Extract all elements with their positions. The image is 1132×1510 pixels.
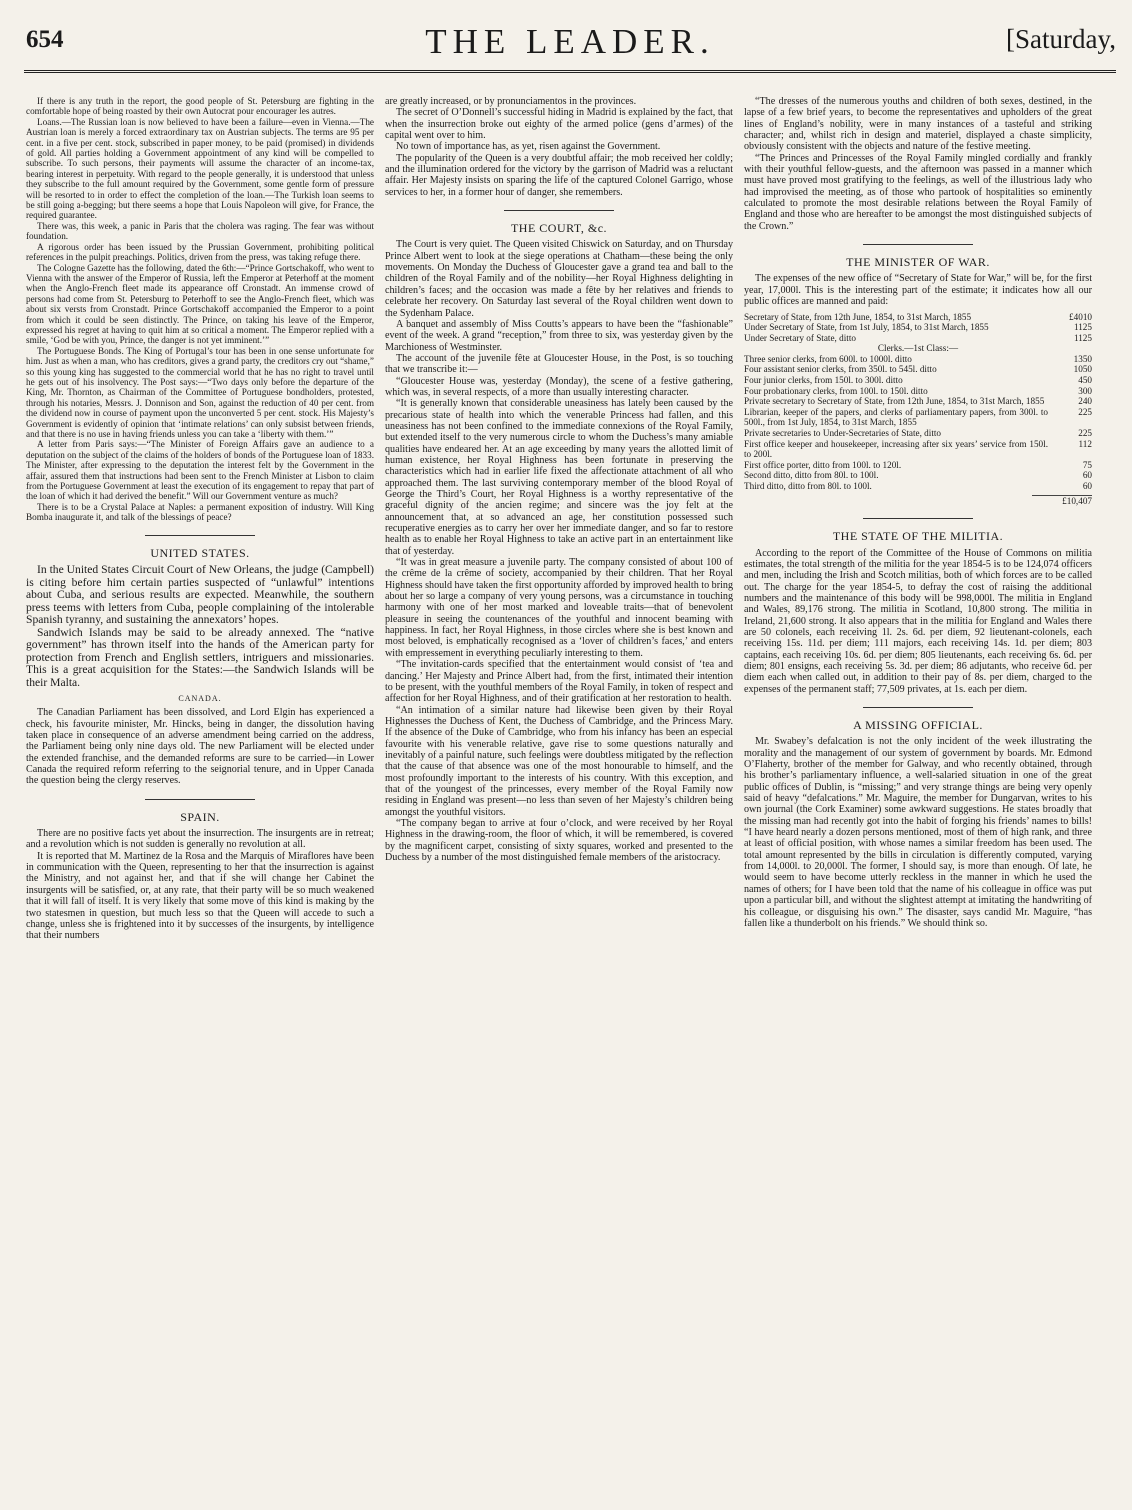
paragraph: In the United States Circuit Court of New Orleans, the judge (Campbell) is citing before him certain parties suspected of “unlawful” intentions about Cuba, and serious results are expected. Meanwhile, the southern press teems with letters from Cuba, people complaining of the intolerable Spanish tyranny, and sustaining the annexators’ hopes.	[26, 563, 374, 626]
table-row: Four probationary clerks, from 100l. to 150l. ditto 300	[744, 385, 1092, 396]
section-divider	[504, 210, 614, 211]
paragraph: “The invitation-cards specified that the entertainment would consist of ‘tea and dancing.’ Her Majesty and Prince Albert had, from the first, intimated their intention to be present, with the youthful members of the Royal Family, in token of respect and affection for her Royal Highness, and of their gratification at her restoration to health.	[385, 659, 733, 705]
table-row: Secretary of State, from 12th June, 1854, to 31st March, 1855 £4010	[744, 311, 1092, 322]
subheading-canada: CANADA.	[178, 694, 222, 703]
paragraph: The popularity of the Queen is a very doubtful affair; the mob received her coldly; and the illumination ordered for the victory by the garrison of Madrid was a reluctant affair. Her Majesty insists on sparing the life of the captured Colonel Garrigo, whose services to her, in a former hour of danger, she remembers.	[385, 152, 733, 198]
table-row: First office porter, ditto from 100l. to 120l. 75	[744, 459, 1092, 470]
table-total: £10,407	[1032, 495, 1092, 507]
paragraph: “The Princes and Princesses of the Royal Family mingled cordially and frankly with their youthful fellow-guests, and the afternoon was passed in a manner which must have proved most gratifying to the feelings, as well of the illustrious lady who had improvised the meeting, as of those who partook of hospitalities so eminently calculated to promote the most desirable relations between the Royal Family of England and those who are hereafter to be amongst the most distinguished subjects of the Crown.”	[744, 152, 1092, 232]
section-heading-spain: SPAIN.	[180, 809, 220, 824]
paragraph: A banquet and assembly of Miss Coutts’s appears to have been the “fashionable” event of the week. A grand “reception,” from three to six, was yesterday given by the Marchioness of Westminster.	[385, 318, 733, 353]
paragraph: Sandwich Islands may be said to be already annexed. The “native government” has thrown itself into the hands of the American party for protection from French and English settlers, intriguers and missionaries. This is a great acquisition for the States:—the Sandwich Islands will be their Malta.	[26, 625, 374, 689]
paragraph: It is reported that M. Martinez de la Rosa and the Marquis of Miraflores have been in communication with the Queen, representing to her that the insurrection is against the Ministry, and not against her, and that if she will change her Cabinet the insurgents will be satisfied, or, at any rate, that their party will be so much weakened that it will fall of itself. It is very likely that some move of this kind is making by the two statesmen in question, but much less so that the Queen will accede to such a change, unless she is frightened into it by successes of the insurgents, by intelligence that their numbers	[26, 850, 374, 942]
section-heading-court: THE COURT, &c.	[510, 221, 608, 236]
table-row: Four junior clerks, from 150l. to 300l. ditto 450	[744, 375, 1092, 386]
paragraph: “An intimation of a similar nature had likewise been given by their Royal Highnesses the Duchess of Kent, the Duchess of Cambridge, and the Princess Mary. If the absence of the Duke of Cambridge, who from his infancy has been an especial favourite with his venerable relative, gave rise to some questions naturally and inevitably of a painful nature, such feelings were doubtless mitigated by the reflection that the cause of that absence was one of the most honourable to himself, and the most profoundly important to the interests of his country. With this exception, and that of the youngest of the princesses, every member of the Royal Family now residing in England was present—no less than seven of her Majesty’s children being amongst the youthful visitors.	[385, 704, 733, 818]
expense-table	[744, 312, 1092, 507]
paragraph: The account of the juvenile fête at Gloucester House, in the Post, is so touching that we transcribe it:—	[385, 352, 733, 376]
paragraph: No town of importance has, as yet, risen against the Government.	[396, 141, 661, 153]
column-1	[26, 96, 374, 1496]
paragraph: The expenses of the new office of “Secretary of State for War,” will be, for the first year, 17,000l. This is the interesting part of the estimate; it indicates how all our public offices are manned and paid:	[744, 273, 1092, 308]
paragraph: The Canadian Parliament has been dissolved, and Lord Elgin has experienced a check, his favourite minister, Mr. Hincks, being in danger, the dissolution having taken place in consequence of an adverse amendment being carried on the address, the Parliament being only nine days old. The new Parliament will be elected under the extended franchise, and the demanded reforms are sure to be carried—in Lower Canada the required reform referring to the seignorial tenure, and in Upper Canada the question being the clergy reserves.	[26, 707, 374, 787]
paragraph: A rigorous order has been issued by the Prussian Government, prohibiting political references in the pulpit preachings. Politics, driven from the press, was taking refuge there.	[26, 241, 374, 263]
paragraph: “It was in great measure a juvenile party. The company consisted of about 100 of the crême de la crême of society, accompanied by their children. That her Royal Highness should have taken the first opportunity afforded by improved health to bring about her so large a company of very young persons, was a circumstance in touching harmony with one of her most marked and loveable traits—that of benevolent pleasure in seeing the countenances of the youthful and innocent beaming with happiness. In fact, her Royal Highness, in those circles where she is best known and most beloved, is emphatically recognised as a ‘lover of children’s faces,’ and enters with empressement in everything peculiarly interesting to them.	[385, 557, 733, 659]
paragraph: The Portuguese Bonds. The King of Portugal’s tour has been in one sense unfortunate for him. Just as when a man, who has creditors, gives a grand party, the creditors cry out “shame,” so this young king has suggested to the commercial world that he has no right to travel until he gets out of his insolvency. The Post says:—“Two days only before the departure of the King, Mr. Thornton, as Chairman of the Committee of Portuguese bondholders, protested, through his notaries, Messrs. J. Donnison and Son, against the reduction of 40 per cent. from the dividend now in course of payment upon the unconverted 5 per cent. stock. His Majesty’s Government is evidently of opinion that ‘intimate relations’ can only subsist between friends, and that there is no use in having friends unless you can take a ‘liberty with them.’”	[26, 345, 374, 439]
paragraph: There are no positive facts yet about the insurrection. The insurgents are in retreat; and a revolution which is not sudden is generally no revolution at all.	[26, 828, 374, 851]
section-divider	[863, 707, 973, 708]
section-heading-militia: THE STATE OF THE MILITIA.	[832, 529, 1004, 544]
paragraph: “It is generally known that considerable uneasiness has lately been caused by the precarious state of health into which the venerable Princess had fallen, and this uneasiness has not been confined to the immediate connexions of the Royal Family, but extended itself to the very numerous circle to whom the Duchess’s many amiable qualities have endeared her. At an age exceeding by many years the allotted limit of human existence, her Royal Highness has been fortunate in preserving the characteristics which had in earlier life fixed the affectionate attachment of all who approached them. The last surviving contemporary member of the blood Royal of George the Third’s Court, her Royal Highness is a worthy representative of the graceful dignity of the ancien regime; and sincere was the joy felt at the announcement that, at so advanced an age, her constitution possessed such recuperative energies as to carry her over her immediate danger, and so far to restore health as to enable her Royal Highness to take an active part in an entertainment like that of yesterday.	[385, 398, 733, 557]
paragraph: Loans.—The Russian loan is now believed to have been a failure—even in Vienna.—The Austrian loan is merely a forced extraordinary tax on Austrian subjects. The terms are 95 per cent. in a five per cent. stock, subscribed in paper money, to be paid (promised) in dividends of gold. All parties holding a Government appointment of any kind will be compelled to subscribe. To such persons, their payments will assume the character of an income-tax, bearing interest in perpetuity. With regard to the people generally, it is understood that unless they subscribe to the full amount required by the Government, some gentle form of pressure will be resorted to in order to effect the completion of the loan.—The Turkish loan seems to be still going a-begging; but there seems a hope that Louis Napoleon will give, for France, the required guarantee.	[26, 116, 374, 221]
page-number: 654	[26, 26, 64, 53]
issue-day: [Saturday,	[1006, 24, 1116, 54]
paragraph: There was, this week, a panic in Paris that the cholera was raging. The fear was without foundation.	[26, 220, 374, 242]
paragraph: “The company began to arrive at four o’clock, and were received by her Royal Highness in the drawing-room, the floor of which, it will be remembered, is covered by the magnificent carpet, consisting of sixty squares, worked and presented to the Duchess by a number of the most distinguished female members of the aristocracy.	[385, 817, 733, 863]
table-row: First office keeper and housekeeper, increasing after six years’ service from 150l. to 200l. 112	[744, 438, 1092, 460]
paragraph: The Court is very quiet. The Queen visited Chiswick on Saturday, and on Thursday Prince Albert went to look at the siege operations at Chatham—these being the only movements. On Monday the Duchess of Gloucester gave a grand tea and ball to the children of the Royal Family and of the nobility—her Royal Highness delighting in children’s faces; and the occasion was made a fête by her relatives and friends to celebrate her recovery. On Saturday last several of the Royal children went down to the Sydenham Palace.	[385, 239, 733, 319]
paragraph: Mr. Swabey’s defalcation is not the only incident of the week illustrating the morality and the management of our system of government by boards. Mr. Edmond O’Flaherty, brother of the member for Galway, and who recently obtained, through his brother’s parliamentary influence, a well-salaried situation in one of the great public offices of Dublin, is “missing;” and very strange things are being very openly said of heavy “defalcations.” Mr. Maguire, the member for Dungarvan, writes to his own journal (the Cork Examiner) some awkward suggestions. He states broadly that the missing man had recently got into the habit of forging his friends’ names to bills! “I have heard nearly a dozen persons mentioned, most of them of high rank, and three at least of official position, with whose names a similar freedom has been used. The total amount represented by the bills in circulation is differently computed, varying from 14,000l. to 20,000l. The former, I should say, is more than enough. Of late, he would seem to have become utterly reckless in the manner in which he used the names of others; for I have been told that the name of his colleague in office was put upon a particular bill, and without the slightest attempt at imitating the handwriting of his colleague, or disguising his own.” The disaster, says candid Mr. Maguire, “has fallen like a thunderbolt on his friends.” We should think so.	[744, 736, 1092, 929]
newspaper-title: THE LEADER.	[425, 22, 715, 61]
table-row: Librarian, keeper of the papers, and clerks of parliamentary papers, from 300l. to 500l., from 1st July, 1854, to 31st March, 1855 225	[744, 406, 1092, 428]
header-rule	[24, 70, 1116, 73]
table-row: Clerks.—1st Class:—	[877, 343, 959, 354]
table-row: Three senior clerks, from 600l. to 1000l. ditto 1350	[744, 353, 1092, 364]
paragraph: are greatly increased, or by pronunciamentos in the provinces.	[385, 96, 637, 107]
paragraph: “Gloucester House was, yesterday (Monday), the scene of a festive gathering, which was, in several respects, of a more than usually interesting character.	[385, 375, 733, 398]
paragraph: A letter from Paris says:—“The Minister of Foreign Affairs gave an audience to a deputation on the subject of the claims of the holders of bonds of the Portuguese loan of 1833. The Minister, after expressing to the deputation the interest felt by the Government in the affair, assured them that instructions had been sent to the French Minister at Lisbon to claim from the Portuguese Government at least the execution of its engagement to repay that part of the loan of which it had derived the benefit.” Will our Government venture as much?	[26, 439, 374, 502]
masthead	[24, 18, 1116, 78]
section-heading-minister-of-war: THE MINISTER OF WAR.	[846, 255, 990, 270]
table-row: Under Secretary of State, ditto 1125	[744, 332, 1092, 343]
table-row: Second ditto, ditto from 80l. to 100l. 60	[744, 470, 1092, 481]
paragraph: If there is any truth in the report, the good people of St. Petersburg are fighting in the comfortable hope of being roasted by their own Autocrat pour encourager les autres.	[26, 96, 374, 117]
section-divider	[145, 799, 255, 800]
paragraph: There is to be a Crystal Palace at Naples: a permanent exposition of industry. Will King Bomba inaugurate it, and talk of the blessings of peace?	[26, 501, 374, 523]
paragraph: “The dresses of the numerous youths and children of both sexes, destined, in the lapse of a few brief years, to become the representatives and upholders of the great lines of England’s nobility, were in many instances of a tasteful and striking character; and, whilst rich in design and materiel, displayed a chaste simplicity, obviously consistent with the objects and nature of the festive meeting.	[744, 96, 1092, 153]
section-divider	[863, 518, 973, 519]
section-divider	[863, 244, 973, 245]
column-3	[744, 96, 1092, 1496]
table-row: Under Secretary of State, from 1st July, 1854, to 31st March, 1855 1125	[744, 322, 1092, 333]
paragraph: The Cologne Gazette has the following, dated the 6th:—“Prince Gortschakoff, who went to Vienna with the answer of the Emperor of Russia, left the Emperor at Peterhoff at the moment when the Anglo-French fleet made its appearance off Cronstadt. An immense crowd of persons had come from St. Petersburg to Peterhoff to see the Anglo-French fleet, which was about six versts from Cronstadt. Prince Gortschakoff accompanied the Emperor to a point from which it could be seen distinctly. The Prince, on taking his leave of the Emperor, expressed his regret at having to quit him at so critical a moment. The Emperor replied with a smile, ‘God be with you, Prince, the danger is not yet imminent.’”	[26, 262, 374, 346]
paragraph: The secret of O’Donnell’s successful hiding in Madrid is explained by the fact, that when the insurrection broke out eighty of the armed police (gens d’armes) of the capital went over to him.	[385, 107, 733, 142]
column-2	[385, 96, 733, 1496]
table-row: Four assistant senior clerks, from 350l. to 545l. ditto 1050	[744, 364, 1092, 375]
section-heading-united-states: UNITED STATES.	[150, 545, 250, 560]
paragraph: According to the report of the Committee of the House of Commons on militia estimates, the total strength of the militia for the year 1854-5 is to be 124,074 officers and men, including the Irish and Scotch militias, both of which forces are to be called out. The charge for the year 1854-5, to defray the cost of raising the additional numbers and the maintenance of this body will be 998,000l. The militia in England and Wales, 89,176 strong. The militia in Scotland, 10,800 strong. The militia in Ireland, 21,600 strong. It also appears that in the militia for England and Wales there are 50 colonels, each receiving 1l. 2s. 6d. per diem, 92 lieutenant-colonels, each receiving 15s. 11d. per diem; 111 majors, each receiving 14s. 1d. per diem; 803 captains, each receiving 10s. 6d. per diem; 805 lieutenants, each receiving 6s. 6d. per diem; 801 ensigns, each receiving 5s. 3d. per diem; 86 adjutants, who receive 6d. per diem each when called out, in addition to their pay of 8s. per diem, charged to the expenses of the permanent staff; 77,509 privates, at 1s. each per diem.	[744, 547, 1092, 695]
table-row: Private secretaries to Under-Secretaries of State, ditto 225	[744, 428, 1092, 439]
section-divider	[145, 535, 255, 536]
table-row: Private secretary to Secretary of State, from 12th June, 1854, to 31st March, 1855 240	[744, 396, 1092, 407]
section-heading-missing-official: A MISSING OFFICIAL.	[853, 718, 983, 732]
table-row: Third ditto, ditto from 80l. to 100l. 60	[744, 481, 1092, 491]
